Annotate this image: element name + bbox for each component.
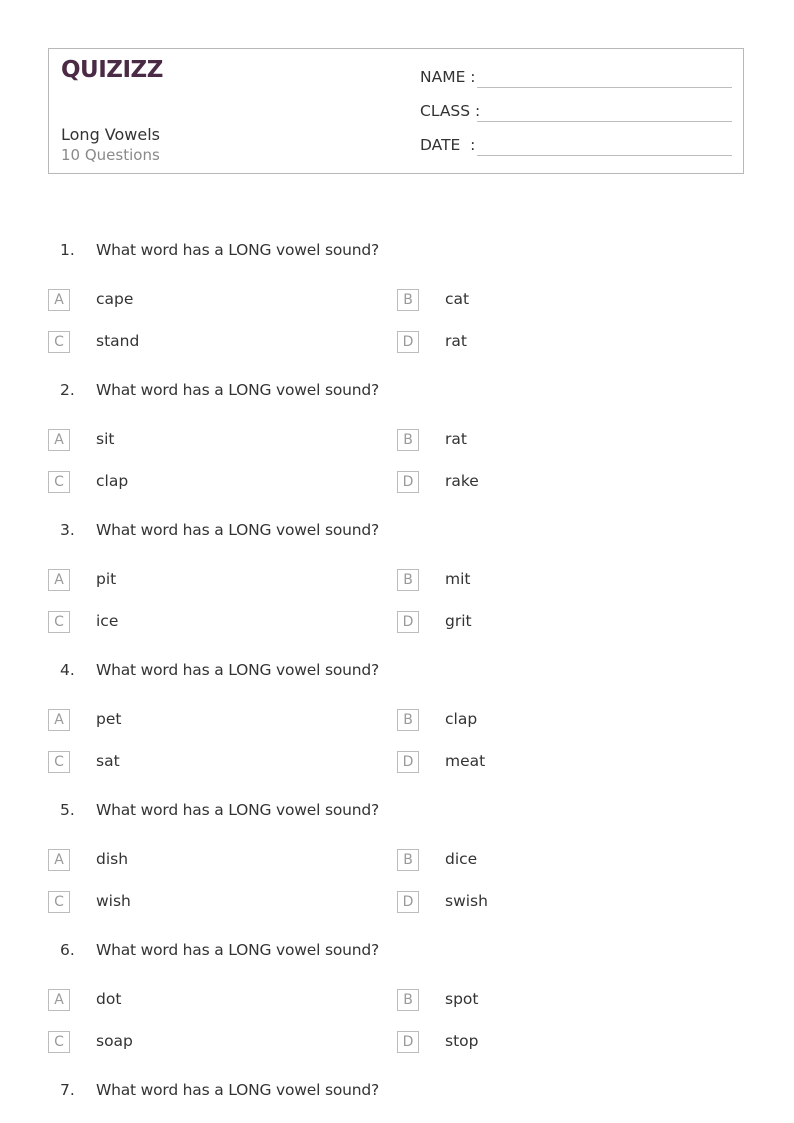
quizizz-logo: QUIZIZZ <box>61 57 163 83</box>
option-letter-box[interactable]: C <box>48 471 70 493</box>
question-text: What word has a LONG vowel sound? <box>96 381 380 399</box>
option-text: dish <box>96 850 129 868</box>
option-text: swish <box>445 892 488 910</box>
question-number: 4. <box>60 661 75 679</box>
quiz-title: Long Vowels <box>61 125 161 144</box>
date-label: DATE : <box>420 136 476 154</box>
option-text: grit <box>445 612 472 630</box>
class-label: CLASS : <box>420 102 481 120</box>
option-text: cat <box>445 290 470 308</box>
option-text: clap <box>445 710 478 728</box>
question-text: What word has a LONG vowel sound? <box>96 241 380 259</box>
option-letter-box[interactable]: A <box>48 289 70 311</box>
question-5 <box>0 801 794 831</box>
question-text: What word has a LONG vowel sound? <box>96 521 380 539</box>
option-letter-box[interactable]: C <box>48 751 70 773</box>
option-letter-box[interactable]: D <box>397 611 419 633</box>
option-text: rat <box>445 430 467 448</box>
option-text: meat <box>445 752 486 770</box>
option-letter-box[interactable]: B <box>397 709 419 731</box>
date-line[interactable] <box>477 155 732 156</box>
option-letter-box[interactable]: B <box>397 289 419 311</box>
option-letter-box[interactable]: D <box>397 751 419 773</box>
option-text: spot <box>445 990 479 1008</box>
option-letter-box[interactable]: A <box>48 709 70 731</box>
question-number: 7. <box>60 1081 75 1099</box>
option-letter-box[interactable]: A <box>48 429 70 451</box>
question-3 <box>0 521 794 551</box>
option-text: ice <box>96 612 119 630</box>
option-letter-box[interactable]: D <box>397 471 419 493</box>
name-label: NAME : <box>420 68 476 86</box>
question-4 <box>0 661 794 691</box>
question-number: 5. <box>60 801 75 819</box>
option-letter-box[interactable]: D <box>397 331 419 353</box>
question-text: What word has a LONG vowel sound? <box>96 1081 380 1099</box>
option-letter-box[interactable]: B <box>397 569 419 591</box>
question-1 <box>0 241 794 271</box>
option-letter-box[interactable]: A <box>48 569 70 591</box>
question-count: 10 Questions <box>61 146 160 164</box>
question-number: 3. <box>60 521 75 539</box>
question-2 <box>0 381 794 411</box>
question-text: What word has a LONG vowel sound? <box>96 801 380 819</box>
option-letter-box[interactable]: D <box>397 1031 419 1053</box>
worksheet-header <box>48 48 744 174</box>
question-text: What word has a LONG vowel sound? <box>96 661 380 679</box>
option-text: stop <box>445 1032 479 1050</box>
name-line[interactable] <box>477 87 732 88</box>
option-text: stand <box>96 332 140 350</box>
option-text: dot <box>96 990 122 1008</box>
option-letter-box[interactable]: A <box>48 989 70 1011</box>
option-letter-box[interactable]: B <box>397 429 419 451</box>
question-text: What word has a LONG vowel sound? <box>96 941 380 959</box>
option-letter-box[interactable]: B <box>397 989 419 1011</box>
question-number: 6. <box>60 941 75 959</box>
option-letter-box[interactable]: C <box>48 1031 70 1053</box>
class-line[interactable] <box>477 121 732 122</box>
option-text: wish <box>96 892 131 910</box>
option-text: pit <box>96 570 117 588</box>
question-number: 2. <box>60 381 75 399</box>
option-text: rat <box>445 332 467 350</box>
option-letter-box[interactable]: C <box>48 891 70 913</box>
option-text: dice <box>445 850 478 868</box>
option-text: clap <box>96 472 129 490</box>
question-6 <box>0 941 794 971</box>
option-letter-box[interactable]: C <box>48 331 70 353</box>
option-letter-box[interactable]: C <box>48 611 70 633</box>
question-number: 1. <box>60 241 75 259</box>
option-text: pet <box>96 710 122 728</box>
option-letter-box[interactable]: D <box>397 891 419 913</box>
question-7 <box>0 1081 794 1111</box>
option-letter-box[interactable]: B <box>397 849 419 871</box>
option-text: mit <box>445 570 471 588</box>
option-text: cape <box>96 290 134 308</box>
option-text: rake <box>445 472 479 490</box>
option-text: soap <box>96 1032 133 1050</box>
option-letter-box[interactable]: A <box>48 849 70 871</box>
option-text: sat <box>96 752 120 770</box>
option-text: sit <box>96 430 115 448</box>
